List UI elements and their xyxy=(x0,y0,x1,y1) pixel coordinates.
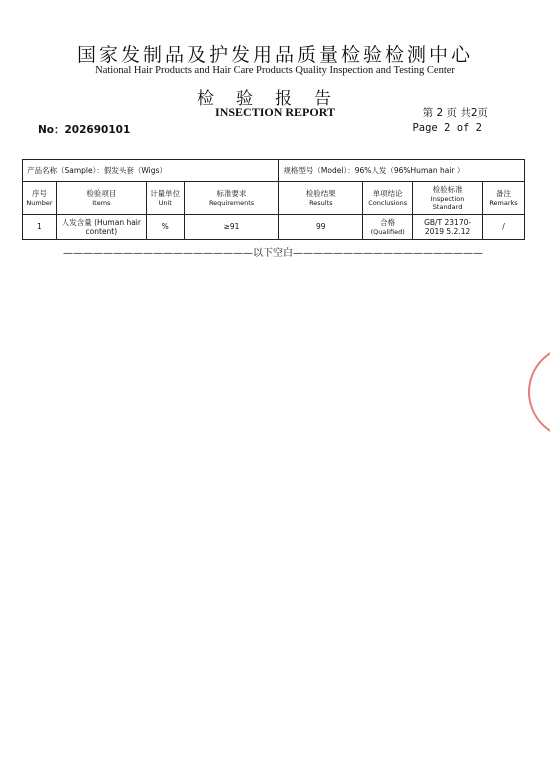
cell-number: 1 xyxy=(23,215,57,240)
header-requirements: 标准要求 Requirements xyxy=(184,182,279,215)
sample-row xyxy=(23,160,525,182)
header-unit: 计量单位 Unit xyxy=(146,182,184,215)
cell-conclusion: 合格 (Qualified) xyxy=(363,215,413,240)
page-indicator-en: Page 2 of 2 xyxy=(412,122,482,134)
report-title-en: INSECTION REPORT xyxy=(215,105,335,119)
header-items: 检验项目 Items xyxy=(56,182,146,215)
org-name-cn: 国家发制品及护发用品质量检验检测中心 xyxy=(76,44,473,66)
cell-unit: % xyxy=(146,215,184,240)
report-number: No：202690101 xyxy=(38,124,131,136)
header-standard: 检验标准 Inspection Standard xyxy=(413,182,483,215)
org-name-en: National Hair Products and Hair Care Products Quality Inspection and Testing Center xyxy=(95,65,455,76)
blank-below-note: ———————————————————以下空白——————————————————— xyxy=(63,248,483,259)
cell-item: 人发含量 (Human hair content) xyxy=(56,215,146,240)
table-row xyxy=(23,215,525,240)
cell-remarks: / xyxy=(483,215,525,240)
header-number: 序号 Number xyxy=(23,182,57,215)
cell-standard: GB/T 23170-2019 5.2.12 xyxy=(413,215,483,240)
model-cell: 规格型号（Model）：96%人发（96%Human hair ） xyxy=(279,160,525,182)
header-conclusions: 单项结论 Conclusions xyxy=(363,182,413,215)
official-seal-icon xyxy=(528,345,550,439)
header-remarks: 备注 Remarks xyxy=(483,182,525,215)
page-indicator-cn: 第 2 页 共2页 xyxy=(422,107,488,119)
report-title-cn: 检验报告 xyxy=(197,89,353,109)
header-results: 检验结果 Results xyxy=(279,182,363,215)
inspection-table xyxy=(22,159,525,240)
cell-result: 99 xyxy=(279,215,363,240)
sample-name-cell: 产品名称（Sample）：假发头套（Wigs） xyxy=(23,160,279,182)
table-header-row xyxy=(23,182,525,215)
cell-requirement: ≥91 xyxy=(184,215,279,240)
